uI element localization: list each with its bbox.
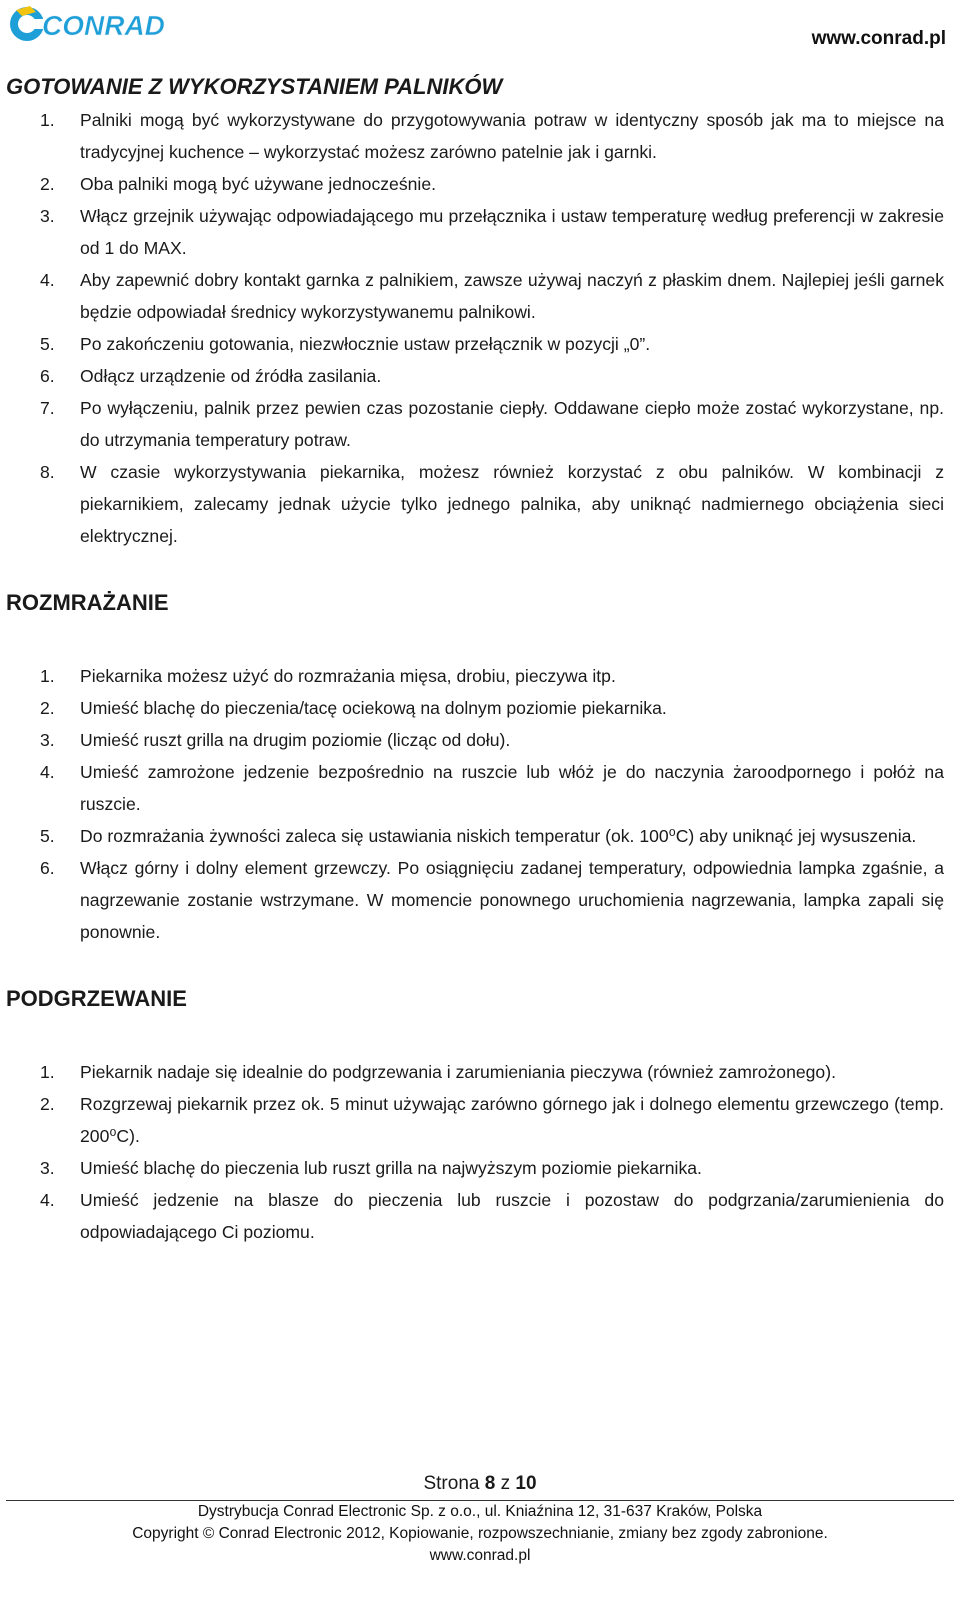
item-text: Po zakończeniu gotowania, niezwłocznie ustaw przełącznik w pozycji „0”. bbox=[80, 334, 651, 354]
item-text: Włącz górny i dolny element grzewczy. Po osiągnięciu zadanej temperatury, odpowiednia lampka zgaśnie, a nagrzewanie zostanie wstrzymane. W momencie ponownego uruchomienia nagrzewania, lampka zapali się ponownie. bbox=[80, 858, 944, 942]
item-text: Rozgrzewaj piekarnik przez ok. 5 minut używając zarówno górnego jak i dolnego elementu grzewczego (temp. 200⁰C). bbox=[80, 1094, 944, 1146]
page-separator: z bbox=[500, 1473, 511, 1494]
footer-address: Dystrybucja Conrad Electronic Sp. z o.o., ul. Kniaźnina 12, 31-637 Kraków, Polska bbox=[197, 1503, 763, 1520]
page-label: Strona bbox=[423, 1473, 480, 1494]
list-item bbox=[6, 168, 952, 200]
page-total: 10 bbox=[515, 1473, 537, 1494]
page-number bbox=[0, 1470, 960, 1498]
footer-copyright: Copyright © Conrad Electronic 2012, Kopiowanie, rozpowszechnianie, zmiany bez zgody zabronione. bbox=[132, 1525, 828, 1542]
item-text: Umieść zamrożone jedzenie bezpośrednio na ruszcie lub włóż je do naczynia żaroodpornego i połóż na ruszcie. bbox=[80, 762, 944, 814]
item-text: Aby zapewnić dobry kontakt garnka z palnikiem, zawsze używaj naczyń z płaskim dnem. Najlepiej jeśli garnek będzie odpowiadał średnicy wykorzystywanemu palnikowi. bbox=[80, 270, 944, 322]
item-text: Umieść ruszt grilla na drugim poziomie (licząc od dołu). bbox=[80, 730, 511, 750]
item-text: Odłącz urządzenie od źródła zasilania. bbox=[80, 366, 382, 386]
section-title: PODGRZEWANIE bbox=[6, 986, 187, 1011]
logo-text: CONRAD bbox=[42, 10, 165, 41]
item-text: Włącz grzejnik używając odpowiadającego mu przełącznika i ustaw temperaturę według preferencji w zakresie od 1 do MAX. bbox=[80, 206, 944, 258]
page-current: 8 bbox=[484, 1473, 496, 1494]
item-number: 4. bbox=[40, 1190, 55, 1210]
conrad-logo bbox=[6, 2, 166, 44]
item-text: Oba palniki mogą być używane jednocześnie. bbox=[80, 174, 436, 194]
list-item bbox=[6, 104, 952, 168]
item-text: Umieść blachę do pieczenia lub ruszt grilla na najwyższym poziomie piekarnika. bbox=[80, 1158, 702, 1178]
item-number: 4. bbox=[40, 270, 55, 290]
step-list bbox=[6, 104, 952, 552]
item-text: W czasie wykorzystywania piekarnika, możesz również korzystać z obu palników. W kombinacji z piekarnikiem, zalecamy jednak użycie tylko jednego palnika, aby uniknąć nadmiernego obciążenia sieci elektrycznej. bbox=[80, 462, 944, 546]
section-title: GOTOWANIE Z WYKORZYSTANIEM PALNIKÓW bbox=[6, 74, 503, 99]
list-item bbox=[6, 1088, 952, 1152]
list-item bbox=[6, 756, 952, 820]
section-cooking-burners bbox=[6, 74, 952, 552]
item-number: 3. bbox=[40, 1158, 55, 1178]
item-number: 5. bbox=[40, 826, 55, 846]
document-body bbox=[6, 74, 952, 1248]
item-number: 1. bbox=[40, 666, 55, 686]
list-item bbox=[6, 724, 952, 756]
item-number: 6. bbox=[40, 366, 55, 386]
step-list bbox=[6, 1056, 952, 1248]
page-footer bbox=[0, 1470, 960, 1567]
item-number: 5. bbox=[40, 334, 55, 354]
item-number: 1. bbox=[40, 110, 55, 130]
list-item bbox=[6, 1056, 952, 1088]
list-item bbox=[6, 200, 952, 264]
section-title: ROZMRAŻANIE bbox=[6, 590, 169, 615]
section-defrosting bbox=[6, 590, 952, 948]
list-item bbox=[6, 456, 952, 552]
item-text: Palniki mogą być wykorzystywane do przygotowywania potraw w identyczny sposób jak ma to miejsce na tradycyjnej kuchence – wykorzystać możesz zarówno patelnie jak i garnki. bbox=[80, 110, 944, 162]
item-text: Do rozmrażania żywności zaleca się ustawiania niskich temperatur (ok. 100⁰C) aby uniknąć jej wysuszenia. bbox=[80, 826, 917, 846]
item-text: Umieść blachę do pieczenia/tacę ociekową na dolnym poziomie piekarnika. bbox=[80, 698, 667, 718]
list-item bbox=[6, 328, 952, 360]
list-item bbox=[6, 692, 952, 724]
item-number: 2. bbox=[40, 698, 55, 718]
step-list bbox=[6, 660, 952, 948]
item-text: Po wyłączeniu, palnik przez pewien czas pozostanie ciepły. Oddawane ciepło może zostać wykorzystane, np. do utrzymania temperatury potraw. bbox=[80, 398, 944, 450]
list-item bbox=[6, 852, 952, 948]
item-number: 2. bbox=[40, 174, 55, 194]
list-item bbox=[6, 360, 952, 392]
item-text: Umieść jedzenie na blasze do pieczenia lub ruszcie i pozostaw do podgrzania/zarumienienia do odpowiadającego Ci poziomu. bbox=[80, 1190, 944, 1242]
item-text: Piekarnik nadaje się idealnie do podgrzewania i zarumieniania pieczywa (również zamrożonego). bbox=[80, 1062, 836, 1082]
item-number: 3. bbox=[40, 206, 55, 226]
item-number: 2. bbox=[40, 1094, 55, 1114]
list-item bbox=[6, 660, 952, 692]
footer-url[interactable]: www.conrad.pl bbox=[429, 1547, 531, 1564]
list-item bbox=[6, 264, 952, 328]
item-number: 6. bbox=[40, 858, 55, 878]
item-text: Piekarnika możesz użyć do rozmrażania mięsa, drobiu, pieczywa itp. bbox=[80, 666, 616, 686]
list-item bbox=[6, 820, 952, 852]
list-item bbox=[6, 1184, 952, 1248]
item-number: 7. bbox=[40, 398, 55, 418]
list-item bbox=[6, 1152, 952, 1184]
item-number: 4. bbox=[40, 762, 55, 782]
item-number: 3. bbox=[40, 730, 55, 750]
item-number: 8. bbox=[40, 462, 55, 482]
list-item bbox=[6, 392, 952, 456]
site-url[interactable]: www.conrad.pl bbox=[811, 28, 946, 49]
section-reheating bbox=[6, 986, 952, 1248]
item-number: 1. bbox=[40, 1062, 55, 1082]
